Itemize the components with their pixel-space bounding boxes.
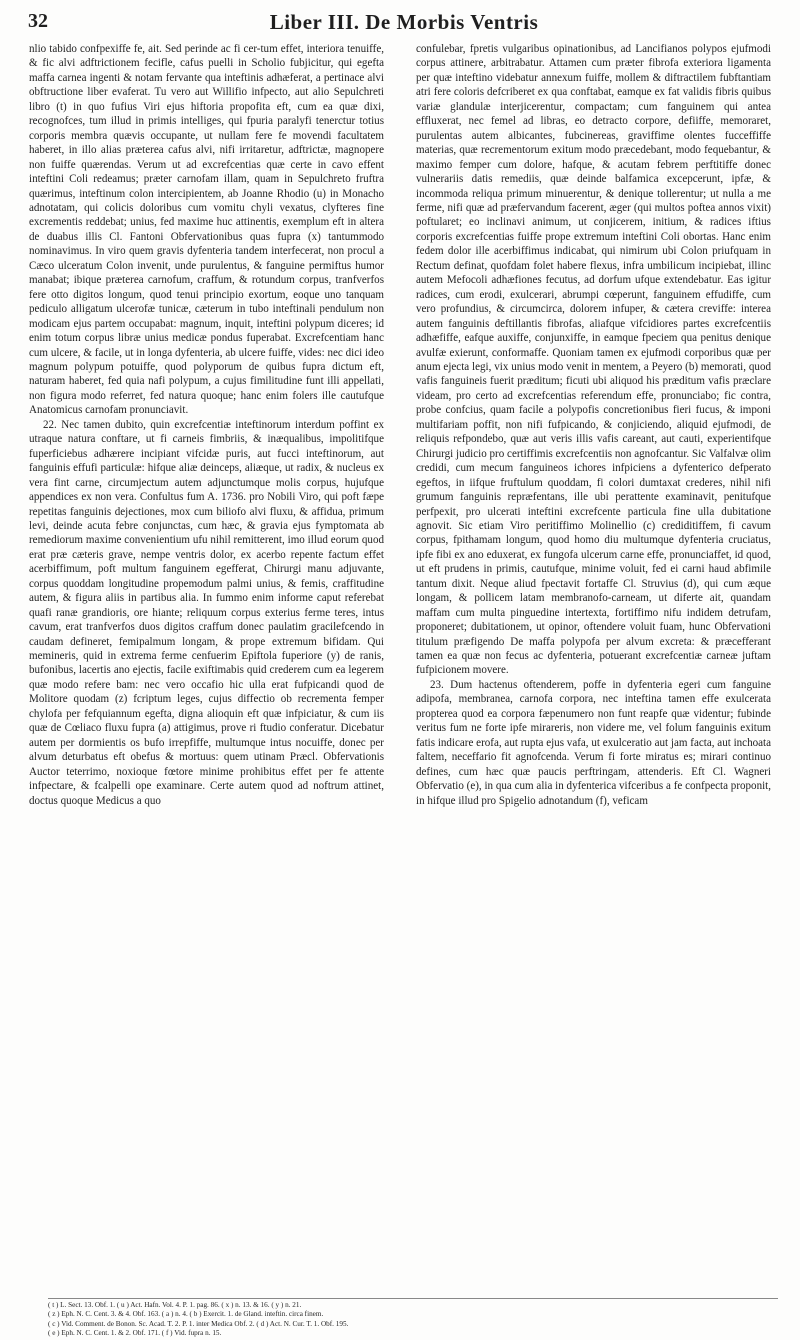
page-number: 32 — [28, 10, 48, 32]
left-paragraph-1: nlio tabido confpexiffe fe, ait. Sed perinde ac fi cer-tum effet, interiora tenuiffe, & fic alvi adftrictionem fecifle, cafus puelli in Scholio fubjicitur, qui egefta maffa carnea ingenti & notam fervante qua inteftinis adhæferat, a pertinace alvi obftructione liber evaferat. Tu vero aut Willifio infpecto, aut alio Sepulchreti libro (t) in quo fufius Viri ejus hiftoria propofita eft, cum ea quæ dixi, recognofces, tum illud in primis intelliges, qui fpuria paralyfi tenerctur totius corporis membra quævis occupante, ut nullam fere fe movendi facultatem haberet, in illo alias præterea cafus alvi, nifi irritaretur, adftrictæ, magnopere non fuiffe quærendas. Verum ut ad excrefcentias quæ certe in cavo effent inteftini Coli redeamus; præter carnofam illam, quam in Sepulchreto fruftra quærimus, inteftinum colon intercipientem, ab Joanne Rhodio (u) in Monacho adnotatam, qui colicis doloribus cum vomitu chyli vexatus, clyfteres fine excrementis reddebat; unius, fed maxime huc attinentis, exemplum eft in altera de duabus illis Cl. Fantoni Obfervationibus quas fupra (x) tantummodo nominavimus. In viro quem gravis dyfenteria tandem interfecerat, non procul a Cæco ulceratum Colon invenit, unde purulentus, & fanguine permiftus humor manabat; ibique præterea carnofum, craffum, & rotundum corpus, tranfverfos fere otto digitos longum, quod tenui principio exortum, eoque uno tanquam pediculo alligatum ulcerofæ tunicæ, cæterum in tubo inteftinali pendulum non modicam ejus partem occupabat: magnum, inquit, inteftini polypum diceres; id enim totum corpus libræ unius medicæ pondus fuperabat. Excrefcentiam hanc cum ulcere, & facile, ut in longa dyfenteria, ab ulcere fuiffe, vides: nec dici ideo magnum polypum potuiffe, quod polyporum de quibus fupra dictum eft, naturam haberet, fed quia nafi polypum, a cujus fimilitudine funt illi appellati, non figura modo referret, fed natura quoque; hanc enim folers ille cautufque Anatomicus carnofam pronunciavit. — [29, 43, 384, 417]
page-header — [28, 10, 780, 36]
right-paragraph-2: 23. Dum hactenus oftenderem, poffe in dyfenteria egeri cum fanguine adipofa, membranea, carnofa corpora, nec inteftina tamen effe exulcerata propterea quod ea corpora fæpenumero non funt reapfe quæ videntur; fubinde veritus fum ne forte ipfe mirareris, non videre me, vel folum fanguinis exitum fatis indicare erofa, aut rupta ejus vafa, ut exulceratio aut jam facta, aut inchoata faltem, neceffario fit agnofcenda. Verum fi forte miratus es; mirari continuo defines, cum hæc quæ paucis perftringam, attenderis. Eft Cl. Wagneri Obfervatio (e), in qua cum alia in dyfenterica vifceribus a fe confpecta proponit, in hifque illud pro Spigelio adnotandum (f), veficam — [416, 678, 771, 807]
right-column — [416, 42, 771, 1294]
right-paragraph-1: confulebar, fpretis vulgaribus opinationibus, ad Lancifianos polypos ejufmodi corpus attinere, arbitrabatur. Attamen cum præter fibrofa exteriora ligamenta per quæ inteftino videbatur annexum fuiffe, mollem & diftractilem fubftantiam atri fere coloris defcriberet ex qua conftabat, eamque ex fat validis fibris quibus variæ glandulæ interjicerentur, compactam; cum fanguinem qui antea effluxerat, nec femel ad libras, eo detracto corpore, defiiffe, memoraret, purulentas autem albicantes, fubcinereas, graviffime olentes fucceffiffe materias, quæ recrementorum exitum modo præcedebant, modo fequebantur, & maximo femper cum dolore, hafque, & acutam febrem perftitiffe donec vulnerariis datis remediis, quæ deinde balfamica excepcerunt, ipfæ, & incommoda reliqua primum minuerentur, & denique tollerentur; ut nulla a me ferme, nifi quæ ad præfervandum facerent, æger (qui multos poftea annos vixit) poftularet; eo inclinavi animum, ut conjicerem, initium, & radices iftius corporis excrefcentias fuiffe prope extremum inteftini Coli obortas. Hanc enim fedem dolor ille acerbiffimus indicabat, qui nimirum ubi Colon priufquam in Rectum definat, quofdam folet habere flexus, infra umbilicum incipiebat, illinc autem Mefocoli adhæfiones fecutus, ad dorfum ufque extendebatur. Eas igitur radices, cum erodi, exulcerari, abrumpi cœperunt, fanguinem effudiffe, cum vero profundius, & circumcirca, dolorem infuper, & cætera creviffe: interea autem fanguinis deftillantis fibrofas, aliafque vifcidiores partes excrefcentiis adhæfiffe, eafque auxiffe, conjunxiffe, in eamque fpeciem qua penitus denique avulfæ exierunt, conformaffe. Quoniam tamen ex ejufmodi corporibus quæ per anum ejecta legi, vix unius modo venit in mentem, a Peyero (b) memorati, quod vafis fanguineis fuerit præditum; ficuti ubi aliquod his præditum vafis præclare videam, pro certo ad excrefcentias referendum effe, pronunciabo; fic contra, probe confcius, quam facile a polypofis concretionibus fieri fucus, & imponi multifariam poffit, non nifi fufpicando, & conjiciendo, aliquid ejufmodi, de reliquis refpondebo, quæ aut veris illis vafis careant, aut cauti, experientifque Chirurgi judicio pro certiffimis excrefcentiis non agnofcantur. Sic Valfalvæ olim credidi, cum mecum fanguineos ichores infpiciens a dyfenterico defperato egeftos, in iifque fruftulum quoddam, fi colori dumtaxat crederes, nihil nifi grumum fanguinis repræfentans, ille ubi perattente examinavit, penitufque perfpexit, pro ulcerati inteftini excrefcente particula fine ulla dubitatione agnovit. Sic etiam Viro peritiffimo Molinellio (c) crediditiffem, fi cavum corpus, fpithamam longum, quod homo diu multumque dyfenteria cruciatus, ipfe fibi ex ano eduxerat, ex fungofa ulcerum carne effe, pronunciaffet, id quod, ut eft prudens in primis, cautufque, minime voluit, fed ei carni haud abfimile tantum dixit. Neque aliud fpectavit fortaffe Cl. Struvius (d), qui cum æque longam, & pollicem latam membranofo-carneam, ut diferte ait, quandam maffam cum multa pinguedine intertexta, fortiffimo nifu indidem detrufam, proponeret; dubitationem, ut opinor, oftendere voluit fuam, hunc Obfervationi titulum præfigendo De maffa polypofa per alvum excreta: & præcefferant tamen ea quæ non fecus ac dyfenteria, potuerant excrefcentiæ carneæ juftam fufpicionem movere. — [416, 43, 771, 677]
footnote-line: ( c ) Vid. Comment. de Bonon. Sc. Acad. T. 2. P. 1. inter Medica Obf. 2. ( d ) Act. N. Cur. T. 1. Obf. 195. — [48, 1319, 349, 1328]
left-paragraph-2: 22. Nec tamen dubito, quin excrefcentiæ inteftinorum interdum poffint ex utraque natura conftare, ut fi carneis fimbriis, & inæqualibus, impolitifque fuperficiebus adhærere incipiant vifcidæ puris, aut fucci inteftinorum, aut fanguinis effufi particulæ: hifque aliæ deinceps, aliæque, ut radix, & nucleus ex vera fint carne, circumjectum autem adjunctumque molis corpus, hujufque appendices ex non vera. Confultus fum A. 1736. pro Nobili Viro, qui poft fæpe repetitas fanguinis dejectiones, mox cum biliofo alvi fluxu, & affidua, primum levi, deinde acuta febre conjunctas, cum hæc, & gravia ejus fymptomata ab remediorum maxime convenientium ufu nihil remitterent, imo illud eorum quod erat præ cæteris grave, nempe ventris dolor, ex acerbo repente factum effet acerbiffimum, poft multum fanguinem egefferat, Chirurgi manu adjuvante, corpus quoddam longitudine propemodum palmi unius, & femis, craffitudine autem, & figura aliis in partibus alia. In fummo enim informe caput referebat quafi ranæ grandioris, ore hiante; reliquum corpus exterius ferme teres, intus cavum, erat tranfverfos duos digitos craffum donec paulatim gracilefcendo in caudam defineret, femipalmum longam, & prope extremum bifidam. Qui memineris, quid in extrema ferme cenfuerim Epiftola fuperiore (y) de ranis, bufonibus, lacertis ano ejectis, facile exiftimabis quid crederem cum ea legerem quæ modo refere bam: nec vero occafio hic ulla erat fufpicandi quod de Molitore quodam (z) fcriptum leges, cujus diffectio ob recrementa femper chylofa per fefquiannum egefta, digna alioquin eft quæ infpiciatur, & cum iis quæ de Cœliaco fluxu fupra (a) attigimus, prove ri ftudio conferatur. Dicebatur autem per dormientis os bufo irrepfiffe, multumque intus nocuiffe, donec per alvum deturbatus eft obefus & mortuus: quem utinam Præcl. Obfervationis Auctor teterrimo, noxioque fœtore minime prohibitus effet per fe attente infpectare, & fcalpelli ope examinare. Certe autem quod ad noftrum attinet, doctus quoque Medicus a quo — [29, 418, 384, 807]
footnote-line: ( e ) Eph. N. C. Cent. 1. & 2. Obf. 171. ( f ) Vid. fupra n. 15. — [48, 1328, 222, 1337]
footnote-line: ( t ) L. Sect. 13. Obf. 1. ( u ) Act. Hafn. Vol. 4. P. 1. pag. 86. ( x ) n. 13. & 16. ( y ) n. 21. — [48, 1301, 302, 1309]
left-column — [29, 42, 384, 1294]
running-title: Liber III. De Morbis Ventris — [269, 10, 539, 34]
footnotes — [48, 1298, 778, 1337]
footnote-line: ( z ) Eph. N. C. Cent. 3. & 4. Obf. 163. ( a ) n. 4. ( b ) Exercit. 1. de Gland. inteftin. circa finem. — [48, 1310, 324, 1319]
